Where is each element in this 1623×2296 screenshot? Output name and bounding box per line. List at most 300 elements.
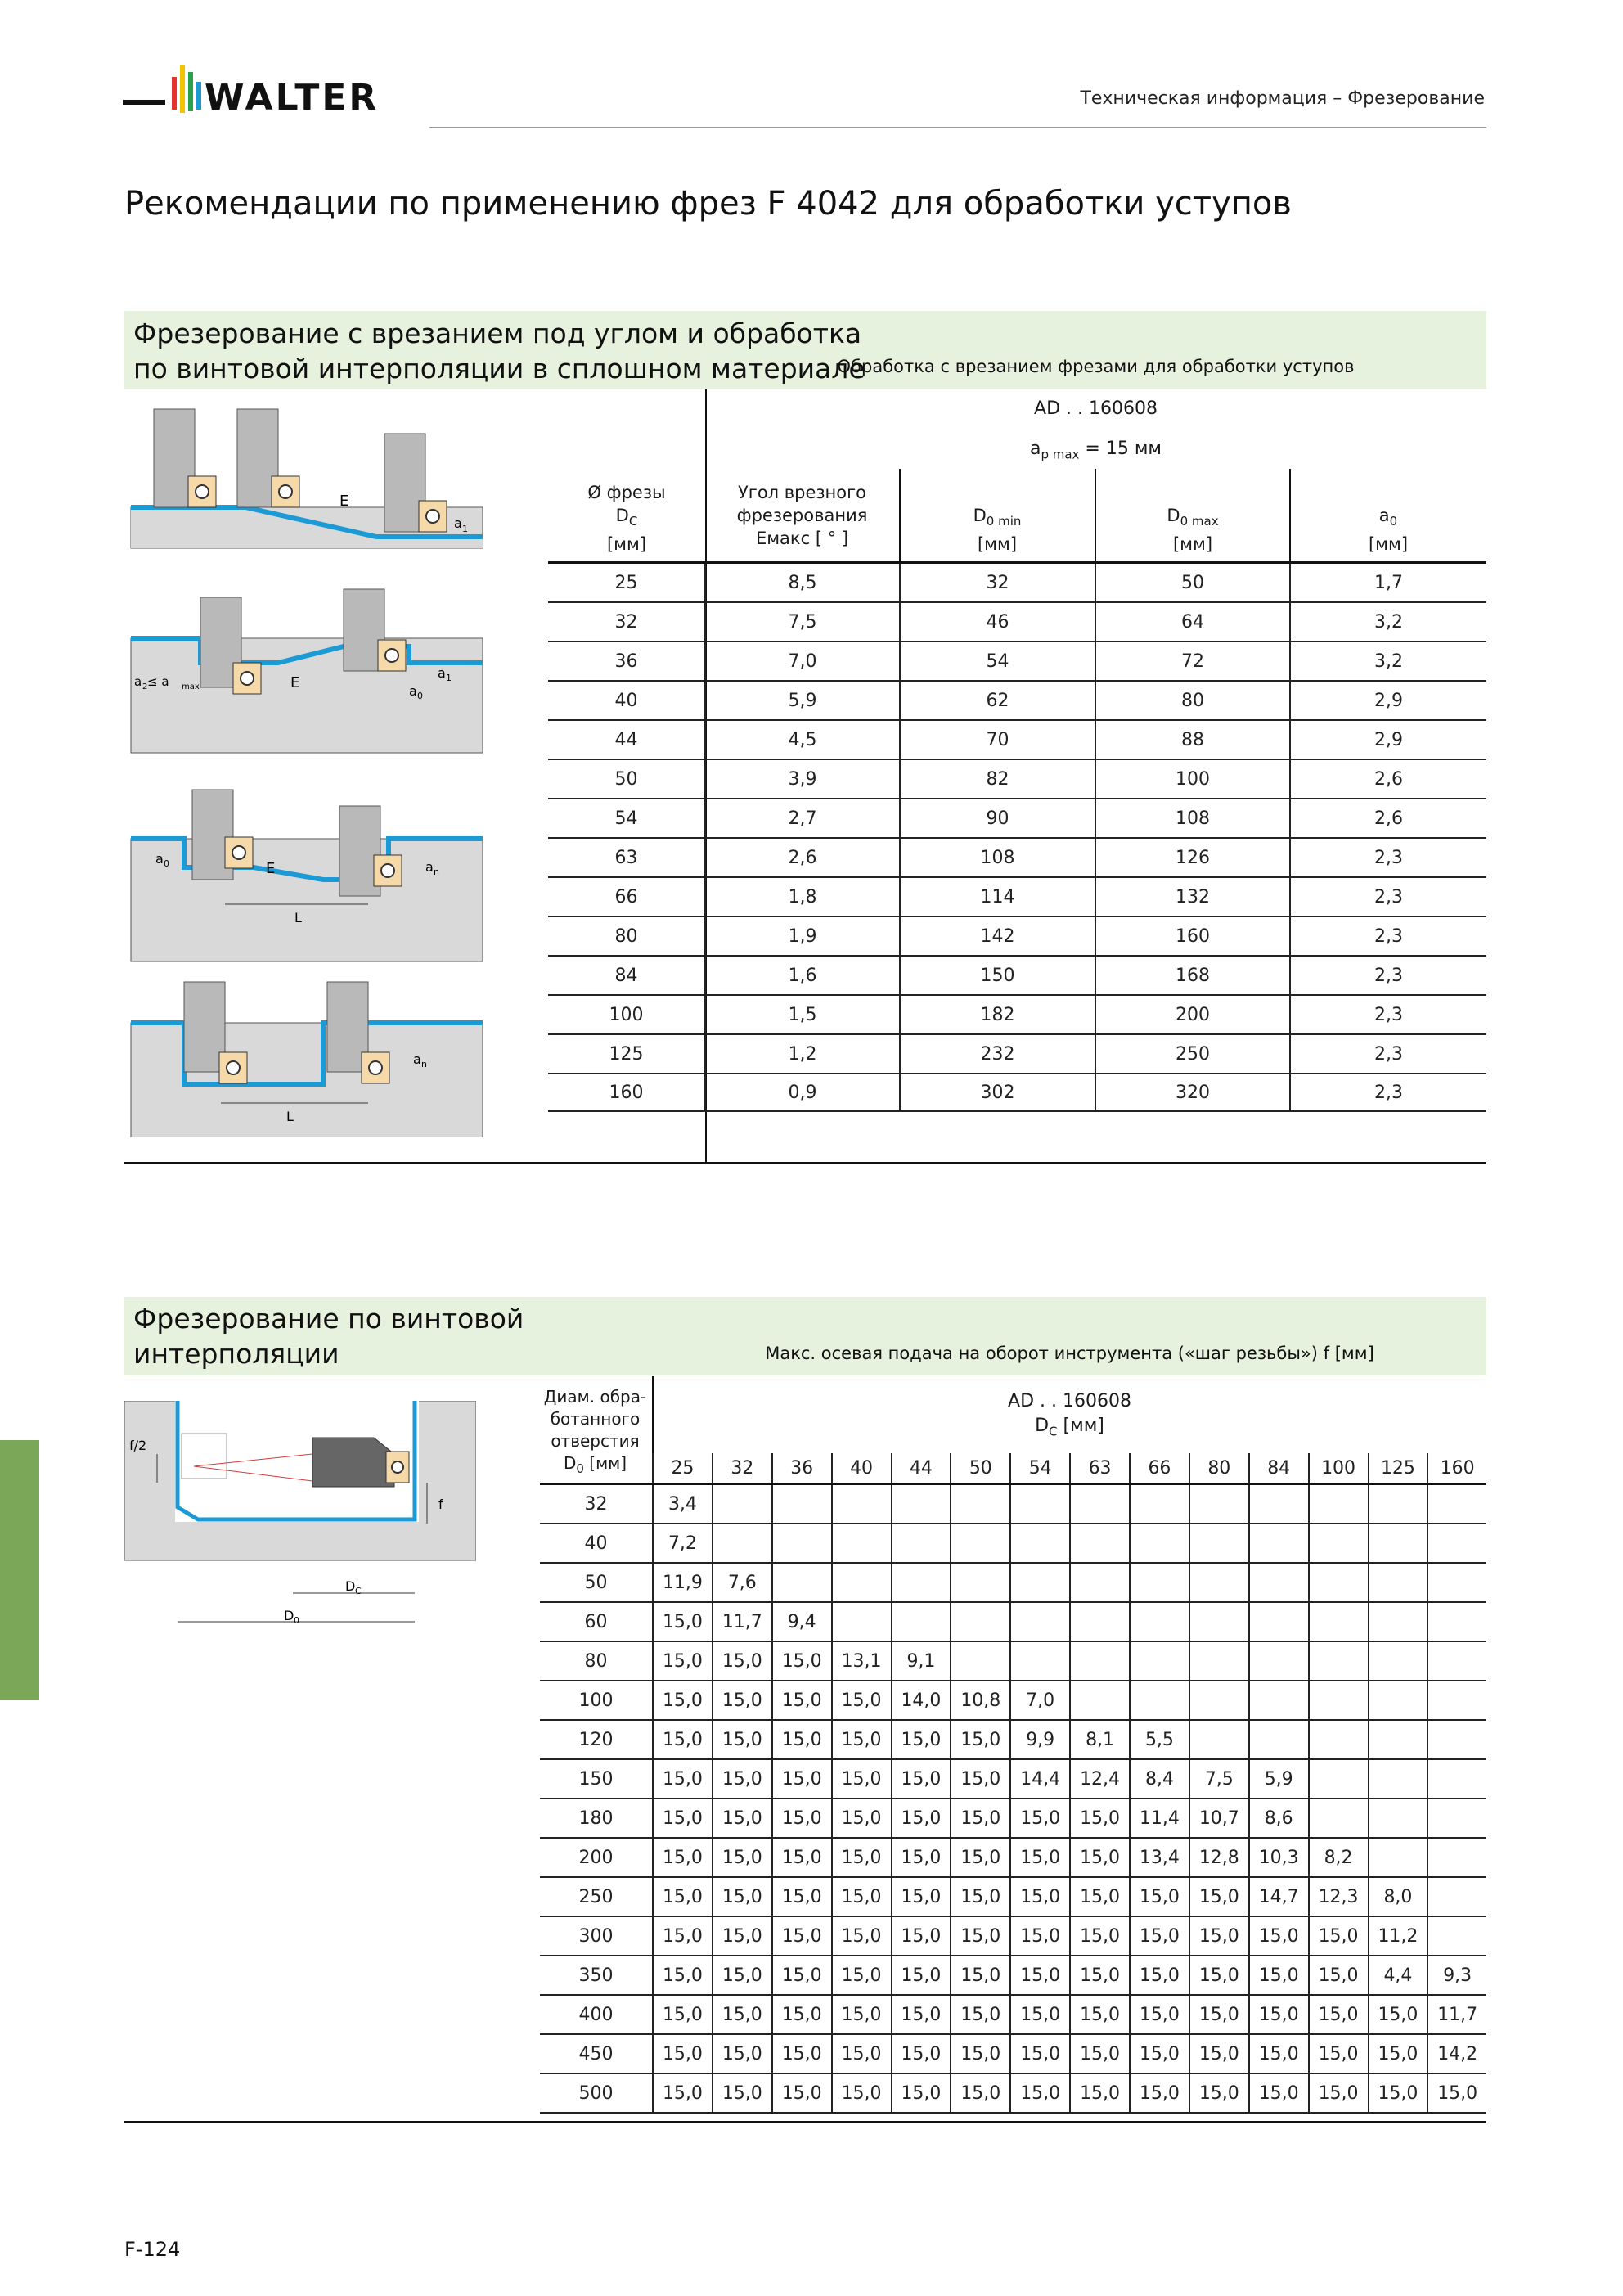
- table-row: [540, 1877, 1486, 1916]
- table-row: [548, 956, 1486, 995]
- table-cell: [772, 1484, 832, 1524]
- table-cell: 15,0: [1309, 2034, 1369, 2073]
- table-cell: 302: [900, 1074, 1095, 1111]
- table-cell: [1130, 1524, 1189, 1563]
- table-cell: 32: [900, 563, 1095, 603]
- table-cell: 15,0: [713, 1759, 772, 1799]
- table-row: [540, 1995, 1486, 2034]
- table-header-cell: 80: [1189, 1453, 1249, 1484]
- table-cell: 15,0: [713, 1641, 772, 1681]
- table-cell: [1070, 1641, 1130, 1681]
- svg-text:D: D: [284, 1608, 294, 1623]
- table-row: [548, 720, 1486, 759]
- table-cell: 36: [548, 642, 705, 681]
- table-cell: 2,9: [1290, 681, 1486, 720]
- table-cell: 15,0: [892, 1720, 951, 1759]
- svg-text:1: 1: [446, 673, 452, 683]
- t1-col-a0: $a_0$ [мм]: [1368, 506, 1409, 555]
- svg-text:a: a: [409, 683, 417, 699]
- table-cell: 2,3: [1290, 995, 1486, 1034]
- svg-text:n: n: [434, 867, 439, 877]
- table-cell: [772, 1524, 832, 1563]
- table-cell: 15,0: [1369, 2073, 1428, 2113]
- table-cell: 15,0: [892, 1838, 951, 1877]
- table-cell: [1189, 1563, 1249, 1602]
- table-cell: 15,0: [951, 1720, 1010, 1759]
- table-cell: 13,1: [832, 1641, 892, 1681]
- table-cell: [1427, 1799, 1486, 1838]
- table-row: [540, 2073, 1486, 2113]
- table-cell: 15,0: [1130, 2073, 1189, 2113]
- table-cell: 8,6: [1249, 1799, 1309, 1838]
- table-cell: 15,0: [653, 1641, 713, 1681]
- table-cell: [1427, 1641, 1486, 1681]
- table-cell: [1309, 1799, 1369, 1838]
- table-cell: 15,0: [832, 1956, 892, 1995]
- table-cell: 2,3: [1290, 1034, 1486, 1074]
- table-row: [540, 2034, 1486, 2073]
- table-header-row: [540, 1453, 1486, 1484]
- svg-text:L: L: [286, 1109, 294, 1124]
- table-row: [540, 1602, 1486, 1641]
- table-cell: 2,6: [1290, 799, 1486, 838]
- table-cell: [892, 1563, 951, 1602]
- table-cell: 8,4: [1130, 1759, 1189, 1799]
- table-cell: 15,0: [653, 2034, 713, 2073]
- table-cell: 8,2: [1309, 1838, 1369, 1877]
- table-cell: 15,0: [951, 1838, 1010, 1877]
- table-cell: 15,0: [832, 1799, 892, 1838]
- table-cell: [892, 1484, 951, 1524]
- table-cell: 15,0: [713, 1995, 772, 2034]
- section1-ap-max: $a_{p max} = 15$ мм: [1029, 439, 1162, 462]
- table-cell: 15,0: [1309, 1995, 1369, 2034]
- table-cell: 46: [900, 602, 1095, 642]
- table-row-header: 350: [540, 1956, 653, 1995]
- table-row: [548, 877, 1486, 916]
- table-cell: 15,0: [1010, 1799, 1070, 1838]
- table-cell: 15,0: [951, 2034, 1010, 2073]
- table-cell: 125: [548, 1034, 705, 1074]
- table-cell: 90: [900, 799, 1095, 838]
- table-cell: [1427, 1838, 1486, 1877]
- t2-insert: AD . . 160608: [1008, 1391, 1131, 1411]
- section1-bottom-rule: [124, 1162, 1486, 1164]
- svg-text:E: E: [290, 674, 300, 691]
- table-cell: 15,0: [713, 1720, 772, 1759]
- table-cell: [772, 1563, 832, 1602]
- table-header-cell: 50: [951, 1453, 1010, 1484]
- table-cell: [1070, 1484, 1130, 1524]
- section2-title: Фрезерование по винтовой интерполяции: [133, 1303, 524, 1370]
- table-cell: 72: [1095, 642, 1290, 681]
- table-cell: 15,0: [653, 2073, 713, 2113]
- table-cell: 15,0: [1369, 1995, 1428, 2034]
- table-cell: [832, 1524, 892, 1563]
- table-cell: [1427, 1681, 1486, 1720]
- table-cell: 15,0: [1189, 2073, 1249, 2113]
- table-cell: [1309, 1524, 1369, 1563]
- helical-diagram: [124, 1401, 476, 1641]
- table-row-header: 40: [540, 1524, 653, 1563]
- table-cell: 2,6: [705, 838, 900, 877]
- table-row: [548, 602, 1486, 642]
- table-cell: 15,0: [1010, 2073, 1070, 2113]
- table-cell: 25: [548, 563, 705, 603]
- table-cell: 2,9: [1290, 720, 1486, 759]
- section1-title: Фрезерование с врезанием под углом и обработка по винтовой интерполяции в сплошном материале: [133, 317, 865, 385]
- table-cell: 15,0: [1130, 2034, 1189, 2073]
- table-cell: [1189, 1602, 1249, 1641]
- table-header-cell: 44: [892, 1453, 951, 1484]
- svg-text:E: E: [339, 493, 349, 510]
- table-cell: 44: [548, 720, 705, 759]
- table-cell: 15,0: [713, 1838, 772, 1877]
- table-cell: 13,4: [1130, 1838, 1189, 1877]
- table-cell: [1130, 1602, 1189, 1641]
- table-cell: 15,0: [1369, 2034, 1428, 2073]
- table-cell: [1309, 1484, 1369, 1524]
- table-cell: 15,0: [1189, 2034, 1249, 2073]
- table-row: [548, 642, 1486, 681]
- t1-col-d0max: $D_{0 max}$ [мм]: [1167, 506, 1219, 555]
- table-row-header: 100: [540, 1681, 653, 1720]
- table-cell: 108: [900, 838, 1095, 877]
- table-cell: 15,0: [832, 1877, 892, 1916]
- table-row-header: 32: [540, 1484, 653, 1524]
- table-cell: [1010, 1602, 1070, 1641]
- table-cell: [832, 1484, 892, 1524]
- svg-text:0: 0: [164, 858, 169, 869]
- table-cell: 15,0: [772, 1641, 832, 1681]
- table-row: [548, 563, 1486, 603]
- table-cell: 15,0: [653, 1877, 713, 1916]
- table-cell: 15,0: [1070, 2073, 1130, 2113]
- table-cell: [1249, 1602, 1309, 1641]
- table-header-cell: 63: [1070, 1453, 1130, 1484]
- table-cell: [1010, 1524, 1070, 1563]
- table-cell: [1070, 1602, 1130, 1641]
- table-cell: [951, 1563, 1010, 1602]
- table-row: [548, 995, 1486, 1034]
- table-cell: 15,0: [832, 2073, 892, 2113]
- svg-text:max: max: [182, 682, 200, 691]
- table-cell: 15,0: [1010, 1916, 1070, 1956]
- table-cell: 142: [900, 916, 1095, 956]
- table-cell: [1249, 1524, 1309, 1563]
- table-cell: [1070, 1681, 1130, 1720]
- table-cell: 1,5: [705, 995, 900, 1034]
- table-cell: 15,0: [1249, 1995, 1309, 2034]
- table-cell: 2,7: [705, 799, 900, 838]
- table-cell: 15,0: [1427, 2073, 1486, 2113]
- table-cell: 232: [900, 1034, 1095, 1074]
- table-cell: [1309, 1681, 1369, 1720]
- table-cell: [1130, 1484, 1189, 1524]
- section2-subtitle: Макс. осевая подача на оборот инструмента («шаг резьбы») f [мм]: [765, 1344, 1374, 1363]
- table-cell: 15,0: [1070, 1956, 1130, 1995]
- table-cell: 15,0: [772, 1799, 832, 1838]
- svg-text:a: a: [134, 674, 142, 689]
- table-header-cell: 100: [1309, 1453, 1369, 1484]
- table-cell: [1010, 1563, 1070, 1602]
- svg-text:a: a: [425, 859, 434, 875]
- table-cell: 82: [900, 759, 1095, 799]
- table-cell: [1369, 1563, 1428, 1602]
- table-cell: [1369, 1641, 1428, 1681]
- table-row: [540, 1838, 1486, 1877]
- table-cell: 15,0: [951, 1995, 1010, 2034]
- table-row-header: 200: [540, 1838, 653, 1877]
- ramp-diagram-4: [131, 982, 483, 1137]
- table-cell: [892, 1602, 951, 1641]
- table-cell: 15,0: [653, 1916, 713, 1956]
- table-cell: 7,5: [1189, 1759, 1249, 1799]
- table-cell: 7,5: [705, 602, 900, 642]
- table-header-cell: 125: [1369, 1453, 1428, 1484]
- svg-text:a: a: [413, 1051, 421, 1067]
- table-row: [540, 1641, 1486, 1681]
- table-cell: 15,0: [772, 1995, 832, 2034]
- table-cell: 15,0: [1010, 1877, 1070, 1916]
- table-cell: [1427, 1759, 1486, 1799]
- table-cell: [1427, 1916, 1486, 1956]
- table-row: [548, 916, 1486, 956]
- table-cell: [1189, 1681, 1249, 1720]
- table-cell: 2,6: [1290, 759, 1486, 799]
- table-header-cell: 54: [1010, 1453, 1070, 1484]
- table-cell: 200: [1095, 995, 1290, 1034]
- table-row: [540, 1759, 1486, 1799]
- table-cell: 7,0: [705, 642, 900, 681]
- table-cell: 11,4: [1130, 1799, 1189, 1838]
- table-cell: 15,0: [772, 1916, 832, 1956]
- table-cell: 5,9: [1249, 1759, 1309, 1799]
- svg-text:a: a: [454, 515, 462, 531]
- table-row-header: 400: [540, 1995, 653, 2034]
- table-cell: 15,0: [1130, 1877, 1189, 1916]
- table-cell: 10,8: [951, 1681, 1010, 1720]
- table-row: [548, 1034, 1486, 1074]
- table-cell: 15,0: [1189, 1956, 1249, 1995]
- table-cell: 15,0: [1010, 1838, 1070, 1877]
- table-cell: 1,2: [705, 1034, 900, 1074]
- table-cell: 32: [548, 602, 705, 642]
- table-cell: 9,4: [772, 1602, 832, 1641]
- table-cell: 100: [1095, 759, 1290, 799]
- table-header-cell: [540, 1453, 653, 1484]
- table-cell: 15,0: [951, 1916, 1010, 1956]
- table-cell: 15,0: [772, 1838, 832, 1877]
- table-cell: 15,0: [832, 1759, 892, 1799]
- table-cell: 12,4: [1070, 1759, 1130, 1799]
- table-row-header: 150: [540, 1759, 653, 1799]
- table-cell: 114: [900, 877, 1095, 916]
- table-row: [548, 838, 1486, 877]
- table-cell: 15,0: [1249, 2073, 1309, 2113]
- table-cell: 15,0: [892, 2034, 951, 2073]
- table-cell: 11,2: [1369, 1916, 1428, 1956]
- table-cell: 12,8: [1189, 1838, 1249, 1877]
- table-cell: 15,0: [892, 1799, 951, 1838]
- t1-col-dc: Ø фрезы $D_C$ [мм]: [587, 483, 666, 555]
- table-cell: 15,0: [951, 1799, 1010, 1838]
- table-cell: 15,0: [1249, 1956, 1309, 1995]
- svg-text:0: 0: [294, 1615, 299, 1626]
- table-cell: 15,0: [892, 1995, 951, 2034]
- table-cell: 2,3: [1290, 916, 1486, 956]
- table-cell: 15,0: [772, 1877, 832, 1916]
- table-header-cell: 40: [832, 1453, 892, 1484]
- table-cell: 1,6: [705, 956, 900, 995]
- table-cell: [1309, 1563, 1369, 1602]
- table-cell: [1010, 1484, 1070, 1524]
- table-header-cell: 66: [1130, 1453, 1189, 1484]
- table-cell: 15,0: [653, 1956, 713, 1995]
- table-cell: 15,0: [832, 1995, 892, 2034]
- svg-text:n: n: [421, 1059, 427, 1069]
- table-row: [540, 1799, 1486, 1838]
- table-cell: 15,0: [1189, 1916, 1249, 1956]
- table-cell: 66: [548, 877, 705, 916]
- table-cell: 15,0: [951, 1759, 1010, 1799]
- table-cell: 15,0: [713, 1681, 772, 1720]
- table-cell: [1249, 1484, 1309, 1524]
- table-cell: 80: [548, 916, 705, 956]
- table-cell: [1369, 1484, 1428, 1524]
- table-cell: [951, 1602, 1010, 1641]
- table-row-header: 120: [540, 1720, 653, 1759]
- t1-col-angle: Угол врезного фрезерования Eмакс [ ° ]: [736, 483, 868, 548]
- table-cell: 15,0: [653, 1602, 713, 1641]
- table-cell: 10,3: [1249, 1838, 1309, 1877]
- table-cell: 2,3: [1290, 877, 1486, 916]
- page-number: F-124: [124, 2238, 181, 2261]
- table-cell: 15,0: [772, 2073, 832, 2113]
- table-cell: 126: [1095, 838, 1290, 877]
- ramping-diagrams: [123, 401, 499, 1141]
- table-cell: [1249, 1681, 1309, 1720]
- table-row-header: 50: [540, 1563, 653, 1602]
- walter-logo: [123, 59, 401, 128]
- table-cell: 15,0: [772, 2034, 832, 2073]
- table-cell: 100: [548, 995, 705, 1034]
- table-cell: 8,5: [705, 563, 900, 603]
- table-cell: 15,0: [713, 1956, 772, 1995]
- table-cell: [1189, 1720, 1249, 1759]
- table-cell: 9,9: [1010, 1720, 1070, 1759]
- table-cell: 62: [900, 681, 1095, 720]
- svg-text:2: 2: [142, 682, 148, 691]
- table-cell: 2,3: [1290, 1074, 1486, 1111]
- t1-col-d0min: $D_{0 min}$ [мм]: [973, 506, 1022, 555]
- table-cell: 70: [900, 720, 1095, 759]
- table-cell: 15,0: [1309, 1956, 1369, 1995]
- table-cell: 15,0: [713, 1916, 772, 1956]
- table-row: [548, 681, 1486, 720]
- table-cell: 88: [1095, 720, 1290, 759]
- table-cell: [1427, 1524, 1486, 1563]
- table-cell: 11,7: [713, 1602, 772, 1641]
- table-row: [540, 1524, 1486, 1563]
- table-cell: 15,0: [892, 2073, 951, 2113]
- table-cell: 54: [548, 799, 705, 838]
- table-cell: 14,0: [892, 1681, 951, 1720]
- table-cell: 80: [1095, 681, 1290, 720]
- table-cell: 15,0: [1010, 1956, 1070, 1995]
- table-cell: 8,1: [1070, 1720, 1130, 1759]
- feed-table-ramping: [548, 561, 1486, 1112]
- table-cell: [832, 1563, 892, 1602]
- table-cell: 15,0: [772, 1720, 832, 1759]
- table-cell: 15,0: [1010, 2034, 1070, 2073]
- table-cell: 150: [900, 956, 1095, 995]
- table-cell: [1010, 1641, 1070, 1681]
- table-row: [548, 799, 1486, 838]
- table-cell: 15,0: [951, 1877, 1010, 1916]
- section1-insert: AD . . 160608: [1034, 398, 1158, 419]
- table-header-cell: 32: [713, 1453, 772, 1484]
- table-cell: [1309, 1641, 1369, 1681]
- table-row-header: 250: [540, 1877, 653, 1916]
- table-cell: [832, 1602, 892, 1641]
- table-cell: 15,0: [892, 1956, 951, 1995]
- table-cell: [1427, 1720, 1486, 1759]
- table-row: [540, 1916, 1486, 1956]
- table-cell: 15,0: [1070, 1799, 1130, 1838]
- table-cell: [1130, 1641, 1189, 1681]
- table-cell: 15,0: [1130, 1916, 1189, 1956]
- table-cell: 250: [1095, 1034, 1290, 1074]
- table-cell: 1,7: [1290, 563, 1486, 603]
- table-cell: 15,0: [713, 1799, 772, 1838]
- svg-text:0: 0: [417, 691, 423, 701]
- table-cell: [951, 1484, 1010, 1524]
- table-cell: [1369, 1838, 1428, 1877]
- table-cell: 15,0: [1249, 1916, 1309, 1956]
- table-cell: 15,0: [832, 1681, 892, 1720]
- table-cell: [1427, 1563, 1486, 1602]
- table-cell: [1427, 1877, 1486, 1916]
- table-cell: 5,9: [705, 681, 900, 720]
- table-cell: [1249, 1641, 1309, 1681]
- table-cell: 54: [900, 642, 1095, 681]
- table-cell: 84: [548, 956, 705, 995]
- table-cell: 15,0: [713, 2073, 772, 2113]
- section1-subtitle: Обработка с врезанием фрезами для обработки уступов: [837, 357, 1355, 376]
- table-cell: 12,3: [1309, 1877, 1369, 1916]
- table-cell: 15,0: [951, 1956, 1010, 1995]
- table-cell: 15,0: [1070, 1877, 1130, 1916]
- table-cell: [1309, 1759, 1369, 1799]
- table-cell: 320: [1095, 1074, 1290, 1111]
- table-cell: 1,8: [705, 877, 900, 916]
- table-cell: 15,0: [653, 1838, 713, 1877]
- table-cell: 168: [1095, 956, 1290, 995]
- table-cell: 14,2: [1427, 2034, 1486, 2073]
- table-cell: 11,7: [1427, 1995, 1486, 2034]
- table-cell: 15,0: [832, 1916, 892, 1956]
- table-cell: 14,4: [1010, 1759, 1070, 1799]
- table-cell: [1070, 1524, 1130, 1563]
- table-cell: [892, 1524, 951, 1563]
- table-cell: 11,9: [653, 1563, 713, 1602]
- svg-text:a: a: [438, 665, 446, 681]
- table-cell: [1369, 1799, 1428, 1838]
- table-cell: 15,0: [892, 1759, 951, 1799]
- table-cell: [1427, 1484, 1486, 1524]
- table-cell: 15,0: [1070, 2034, 1130, 2073]
